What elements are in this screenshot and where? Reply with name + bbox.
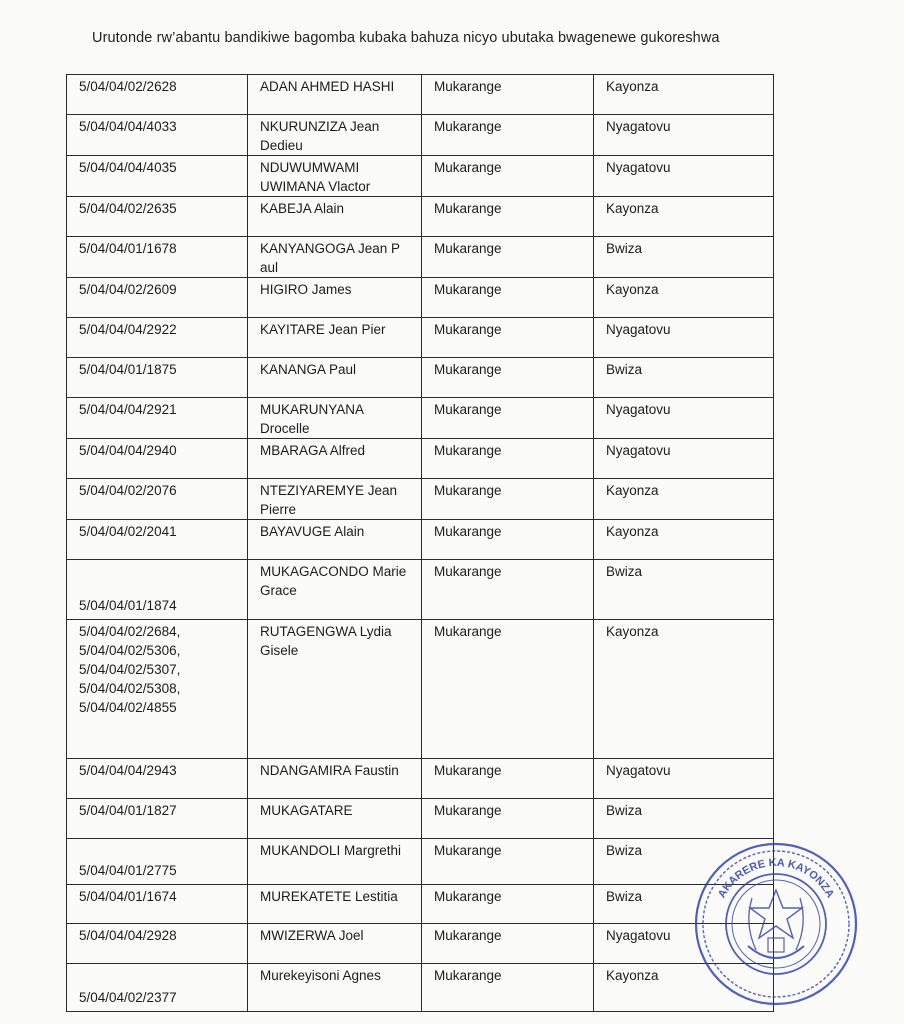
owners-table <box>66 74 774 1012</box>
owner-name-cell <box>248 115 422 156</box>
owner-name-cell <box>248 278 422 318</box>
plot-id-cell <box>67 156 248 197</box>
cell-name: Mukarange <box>422 520 594 560</box>
table-row <box>67 620 774 759</box>
owner-name: HIGIRO James <box>260 282 352 297</box>
official-seal <box>690 838 862 1010</box>
village-name: Kayonza <box>594 75 774 115</box>
owner-name: NTEZIYAREMYE Jean Pierre <box>260 483 398 517</box>
owner-name: BAYAVUGE Alain <box>260 524 365 539</box>
plot-id-cell <box>67 885 248 924</box>
plot-id: 5/04/04/01/2775 <box>79 863 177 878</box>
cell-name: Mukarange <box>422 839 594 885</box>
cell-name: Mukarange <box>422 560 594 620</box>
seal-lettering: AKARERE KA KAYONZA <box>715 856 837 901</box>
owner-name-cell <box>248 439 422 479</box>
owner-name: KABEJA Alain <box>260 201 345 216</box>
plot-id-cell <box>67 924 248 964</box>
village-name: Nyagatovu <box>594 759 774 799</box>
table-row <box>67 964 774 1012</box>
owner-name-cell <box>248 398 422 439</box>
table-row <box>67 197 774 237</box>
table-row <box>67 479 774 520</box>
table-row <box>67 924 774 964</box>
table-row <box>67 115 774 156</box>
plot-id-cell <box>67 479 248 520</box>
plot-id: 5/04/04/02/2377 <box>79 990 177 1005</box>
table-row <box>67 520 774 560</box>
plot-id-cell <box>67 197 248 237</box>
document-title: Urutonde rw’abantu bandikiwe bagomba kubaka bahuza nicyo ubutaka bwagenewe gukoreshwa <box>92 30 720 46</box>
village-name: Nyagatovu <box>594 924 774 964</box>
owner-name-cell <box>248 924 422 964</box>
owner-name: KANANGA Paul <box>260 362 357 377</box>
owner-name: Murekeyisoni Agnes <box>260 968 381 983</box>
owner-name: MUKANDOLI Margrethi <box>260 843 402 858</box>
village-name: Kayonza <box>594 964 774 1012</box>
village-name: Nyagatovu <box>594 115 774 156</box>
plot-id: 5/04/04/01/1875 <box>79 362 177 377</box>
plot-id: 5/04/04/02/2628 <box>79 79 177 94</box>
plot-id-cell <box>67 839 248 885</box>
cell-name: Mukarange <box>422 197 594 237</box>
village-name: Kayonza <box>594 620 774 759</box>
village-name: Kayonza <box>594 520 774 560</box>
plot-id: 5/04/04/04/2928 <box>79 928 177 943</box>
plot-id: 5/04/04/04/4035 <box>79 160 177 175</box>
plot-id-cell <box>67 560 248 620</box>
table-row <box>67 358 774 398</box>
plot-id: 5/04/04/02/2609 <box>79 282 177 297</box>
owner-name: ADAN AHMED HASHI <box>260 79 395 94</box>
village-name: Kayonza <box>594 197 774 237</box>
table-row <box>67 439 774 479</box>
village-name: Nyagatovu <box>594 318 774 358</box>
owner-name: NDANGAMIRA Faustin <box>260 763 399 778</box>
plot-id: 5/04/04/04/2940 <box>79 443 177 458</box>
owner-name-cell <box>248 197 422 237</box>
plot-id: 5/04/04/01/1674 <box>79 889 177 904</box>
owner-name: MBARAGA Alfred <box>260 443 366 458</box>
owner-name-cell <box>248 75 422 115</box>
owner-name: KAYITARE Jean Pier <box>260 322 386 337</box>
plot-id-cell <box>67 799 248 839</box>
village-name: Nyagatovu <box>594 156 774 197</box>
cell-name: Mukarange <box>422 924 594 964</box>
cell-name: Mukarange <box>422 439 594 479</box>
table-row <box>67 278 774 318</box>
plot-id: 5/04/04/01/1827 <box>79 803 177 818</box>
plot-id-cell <box>67 398 248 439</box>
cell-name: Mukarange <box>422 964 594 1012</box>
village-name: Kayonza <box>594 278 774 318</box>
owner-name: MUKAGACONDO Marie Grace <box>260 564 407 598</box>
owner-name-cell <box>248 560 422 620</box>
owner-name-cell <box>248 885 422 924</box>
owner-name-cell <box>248 839 422 885</box>
owner-name: MUREKATETE Lestitia <box>260 889 398 904</box>
cell-name: Mukarange <box>422 75 594 115</box>
owner-name: MUKARUNYANA Drocelle <box>260 402 364 436</box>
plot-id: 5/04/04/02/2635 <box>79 201 177 216</box>
plot-id: 5/04/04/02/2684, 5/04/04/02/5306, 5/04/04/02/5307, 5/04/04/02/5308, 5/04/04/02/4855 <box>79 624 181 715</box>
village-name: Nyagatovu <box>594 398 774 439</box>
cell-name: Mukarange <box>422 759 594 799</box>
plot-id: 5/04/04/02/2076 <box>79 483 177 498</box>
table-row <box>67 156 774 197</box>
plot-id-cell <box>67 358 248 398</box>
plot-id-cell <box>67 237 248 278</box>
table-row <box>67 318 774 358</box>
plot-id-cell <box>67 439 248 479</box>
owner-name-cell <box>248 358 422 398</box>
owner-name-cell <box>248 156 422 197</box>
cell-name: Mukarange <box>422 278 594 318</box>
owner-name-cell <box>248 799 422 839</box>
village-name: Bwiza <box>594 799 774 839</box>
owner-name: MWIZERWA Joel <box>260 928 364 943</box>
village-name: Bwiza <box>594 237 774 278</box>
plot-id: 5/04/04/04/2943 <box>79 763 177 778</box>
table-row <box>67 237 774 278</box>
cell-name: Mukarange <box>422 885 594 924</box>
cell-name: Mukarange <box>422 479 594 520</box>
plot-id: 5/04/04/01/1874 <box>79 598 177 613</box>
cell-name: Mukarange <box>422 156 594 197</box>
plot-id-cell <box>67 278 248 318</box>
table-row <box>67 560 774 620</box>
cell-name: Mukarange <box>422 237 594 278</box>
village-name: Nyagatovu <box>594 439 774 479</box>
owner-name: NKURUNZIZA Jean Dedieu <box>260 119 380 153</box>
table-row <box>67 839 774 885</box>
owner-name: KANYANGOGA Jean P aul <box>260 241 400 275</box>
table-row <box>67 759 774 799</box>
svg-text:AKARERE KA KAYONZA <box>716 857 836 900</box>
table-row <box>67 885 774 924</box>
table-row <box>67 799 774 839</box>
cell-name: Mukarange <box>422 318 594 358</box>
owner-name-cell <box>248 759 422 799</box>
owner-name-cell <box>248 318 422 358</box>
plot-id: 5/04/04/04/2922 <box>79 322 177 337</box>
village-name: Kayonza <box>594 479 774 520</box>
village-name: Bwiza <box>594 839 774 885</box>
table-row <box>67 398 774 439</box>
cell-name: Mukarange <box>422 799 594 839</box>
owner-name: RUTAGENGWA Lydia Gisele <box>260 624 392 658</box>
plot-id: 5/04/04/04/2921 <box>79 402 177 417</box>
table-row <box>67 75 774 115</box>
plot-id: 5/04/04/04/4033 <box>79 119 177 134</box>
plot-id-cell <box>67 520 248 560</box>
village-name: Bwiza <box>594 358 774 398</box>
plot-id-cell <box>67 318 248 358</box>
plot-id: 5/04/04/01/1678 <box>79 241 177 256</box>
village-name: Bwiza <box>594 885 774 924</box>
owner-name: NDUWUMWAMI UWIMANA Vlactor <box>260 160 371 194</box>
plot-id-cell <box>67 759 248 799</box>
owner-name: MUKAGATARE <box>260 803 353 818</box>
owner-name-cell <box>248 964 422 1012</box>
village-name: Bwiza <box>594 560 774 620</box>
plot-id-cell <box>67 75 248 115</box>
plot-id-cell <box>67 620 248 759</box>
plot-id-cell <box>67 115 248 156</box>
cell-name: Mukarange <box>422 398 594 439</box>
plot-id-cell <box>67 964 248 1012</box>
owner-name-cell <box>248 620 422 759</box>
cell-name: Mukarange <box>422 115 594 156</box>
cell-name: Mukarange <box>422 358 594 398</box>
cell-name: Mukarange <box>422 620 594 759</box>
plot-id: 5/04/04/02/2041 <box>79 524 177 539</box>
owner-name-cell <box>248 479 422 520</box>
owner-name-cell <box>248 520 422 560</box>
owner-name-cell <box>248 237 422 278</box>
